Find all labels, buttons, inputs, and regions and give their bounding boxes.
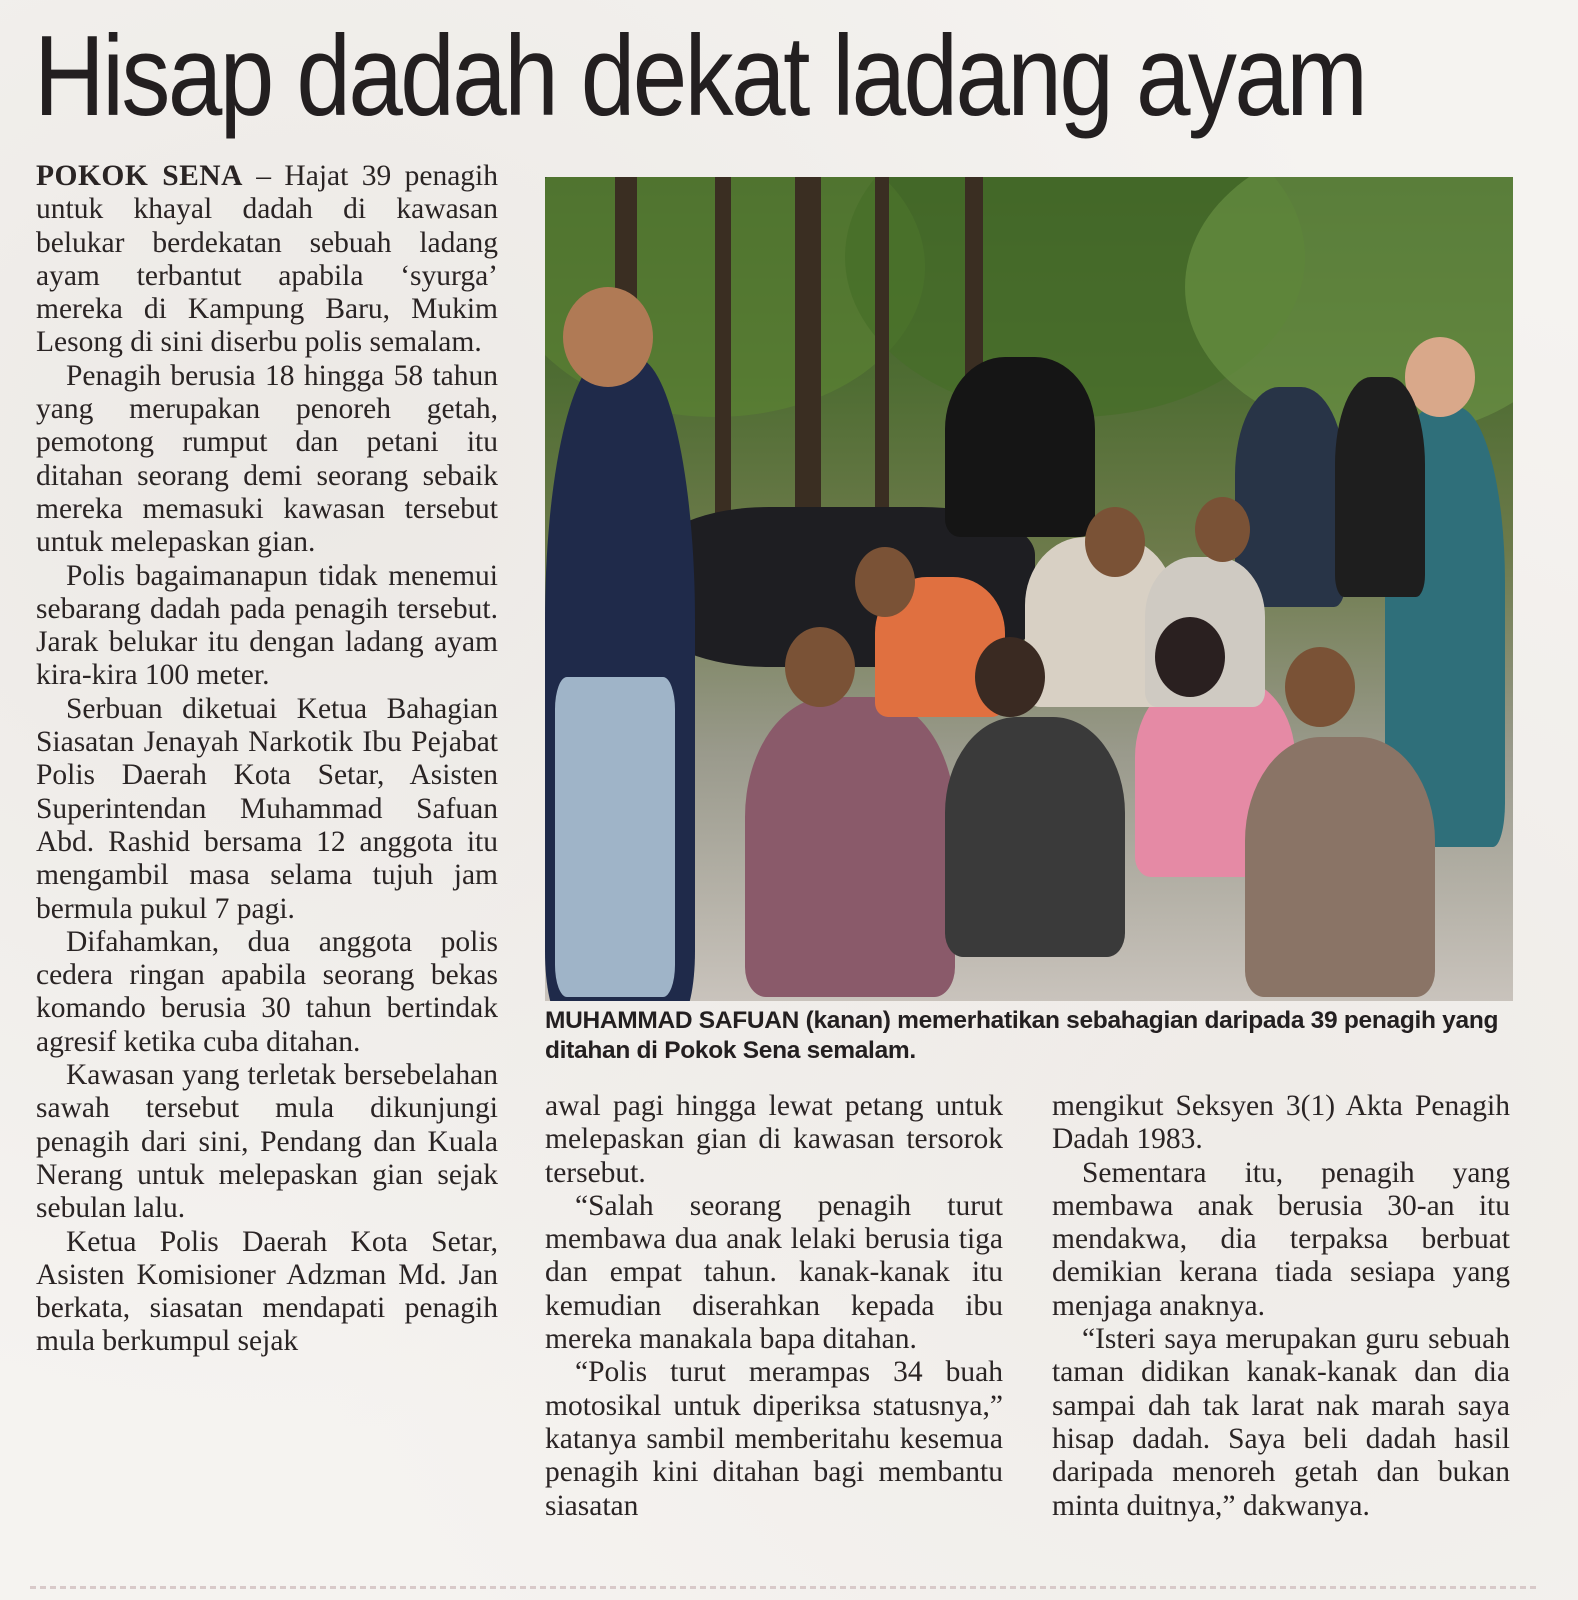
lead-paragraph xyxy=(36,160,498,360)
paragraph: Ketua Polis Daerah Kota Setar, Asisten Komisioner Adzman Md. Jan berkata, siasatan mendapati penagih mula berkumpul sejak xyxy=(36,1225,498,1358)
photo-caption xyxy=(545,1006,1525,1066)
paragraph: “Salah seorang penagih turut membawa dua anak lelaki berusia tiga dan empat tahun. kanak-kanak itu kemudian diserahkan kepada ibu mereka manakala bapa ditahan. xyxy=(545,1189,1003,1356)
paragraph: Sementara itu, penagih yang membawa anak berusia 30-an itu mendakwa, dia terpaksa berbuat demikian kerana tiada sesiapa yang menjaga anaknya. xyxy=(1052,1156,1510,1322)
article-column-2 xyxy=(545,1090,1003,1523)
lead-text: – Hajat 39 penagih untuk khayal dadah di kawasan belukar berdekatan sebuah ladang ayam terbantut apabila ‘syurga’ mereka di Kampung Baru, Mukim Lesong di sini diserbu polis semalam. xyxy=(36,160,498,359)
paragraph: Kawasan yang terletak bersebelahan sawah tersebut mula dikunjungi penagih dari sini, Pendang dan Kuala Nerang untuk melepaskan gian sejak sebulan lalu. xyxy=(36,1059,498,1225)
article-headline: Hisap dadah dekat ladang ayam xyxy=(34,13,1366,140)
news-photo xyxy=(545,177,1513,1001)
paragraph: Serbuan diketuai Ketua Bahagian Siasatan Jenayah Narkotik Ibu Pejabat Polis Daerah Kota Setar, Asisten Superintendan Muhammad Safuan Abd. Rashid bersama 12 anggota itu mengambil masa selama tujuh jam bermula pukul 7 pagi. xyxy=(36,692,498,925)
paragraph: Polis bagaimanapun tidak menemui sebarang dadah pada penagih tersebut. Jarak belukar itu dengan ladang ayam kira-kira 100 meter. xyxy=(36,559,498,692)
paragraph: Penagih berusia 18 hingga 58 tahun yang merupakan penoreh getah, pemotong rumput dan petani itu ditahan seorang demi seorang sebaik mereka memasuki kawasan tersebut untuk melepaskan gian. xyxy=(36,359,498,559)
article-column-3 xyxy=(1052,1090,1510,1523)
article-column-1 xyxy=(36,160,498,1359)
caption-subject-name: MUHAMMAD SAFUAN xyxy=(545,1007,800,1034)
paragraph: Difahamkan, dua anggota polis cedera ringan apabila seorang bekas komando berusia 30 tahun bertindak agresif ketika cuba ditahan. xyxy=(36,925,498,1058)
paragraph: “Polis turut merampas 34 buah motosikal untuk diperiksa statusnya,” katanya sambil memberitahu kesemua penagih kini ditahan bagi membantu siasatan xyxy=(545,1356,1003,1522)
paragraph-continuation: awal pagi hingga lewat petang untuk melepaskan gian di kawasan tersorok tersebut. xyxy=(545,1090,1003,1189)
dateline: POKOK SENA xyxy=(36,160,243,192)
caption-text: (kanan) memerhatikan sebahagian daripada 39 penagih yang ditahan di Pokok Sena semalam. xyxy=(545,1007,1499,1064)
paragraph: “Isteri saya merupakan guru sebuah taman didikan kanak-kanak dan dia sampai dah tak larat nak marah saya hisap dadah. Saya beli dadah hasil daripada menoreh getah dan bukan minta duitnya,” dakwanya. xyxy=(1052,1323,1510,1522)
paragraph-continuation: mengikut Seksyen 3(1) Akta Penagih Dadah 1983. xyxy=(1052,1090,1510,1156)
bottom-page-rule xyxy=(30,1586,1540,1589)
